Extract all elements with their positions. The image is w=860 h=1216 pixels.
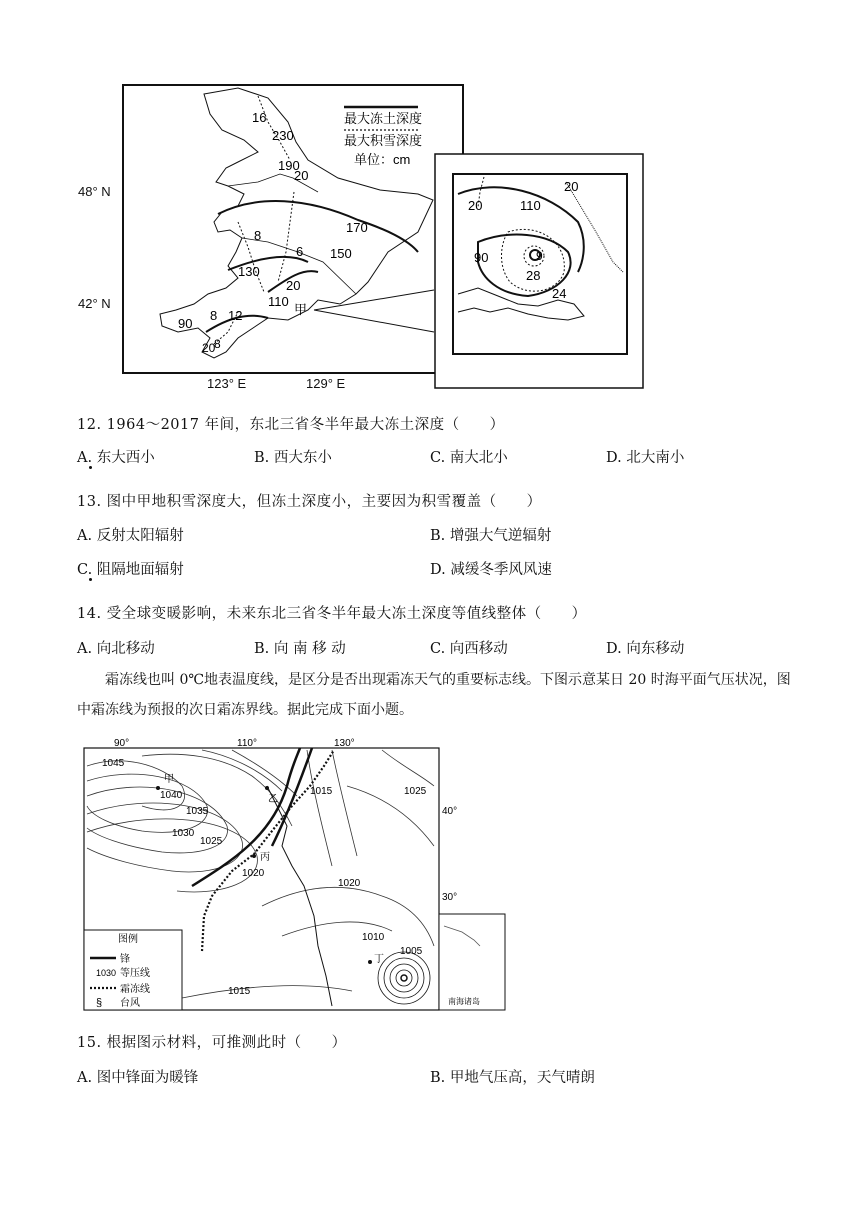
point-yi: 乙 (268, 794, 278, 805)
pressure-map (82, 736, 508, 1016)
map1-label: 甲 (294, 302, 308, 317)
lon-130-label: 130° (334, 738, 355, 749)
isobar-label: 1040 (160, 790, 183, 801)
isobar-label: 1010 (362, 932, 385, 943)
isobar-label: 1020 (338, 878, 361, 889)
front-line (192, 748, 300, 886)
isobar-label: 1025 (404, 786, 427, 797)
inset-label: 28 (526, 268, 541, 283)
map1-label: 150 (330, 246, 352, 261)
isobar-label: 1025 (200, 836, 223, 847)
inset-label: 24 (552, 286, 567, 301)
legend-title: 图例 (118, 934, 138, 945)
legend-typhoon: 台风 (120, 998, 140, 1009)
inset-label: 110 (520, 198, 541, 213)
legend-isobar-value: 1030 (96, 968, 117, 978)
q13-option-b[interactable]: B. 增强大气逆辐射 (430, 528, 552, 544)
typhoon-icon: § (96, 997, 103, 1009)
legend (84, 930, 182, 1010)
legend-isobar: 等压线 (120, 968, 150, 979)
inset-label: 20 (564, 179, 579, 194)
map1-label: 190 (278, 158, 300, 173)
frozen-soil-map (118, 82, 648, 394)
map1-label: 8 (254, 228, 262, 243)
lat-48-label: 48° N (78, 184, 111, 199)
q15-stem: 15. 根据图示材料，可推测此时（ ） (77, 1035, 347, 1051)
legend-frost: 霜冻线 (120, 984, 150, 995)
q14-option-a[interactable]: A. 向北移动 (77, 641, 155, 657)
legend-unit-label: 单位：cm (354, 152, 411, 167)
map1-label: 20 (202, 341, 216, 355)
q14-option-b[interactable]: B. 向 南 移 动 (254, 641, 346, 657)
lat-42-label: 42° N (78, 296, 111, 311)
map1-label: 6 (296, 244, 304, 259)
typhoon-symbol (378, 952, 430, 1004)
map1-label: 20 (294, 168, 309, 183)
q15-option-b[interactable]: B. 甲地气压高，天气晴朗 (430, 1070, 595, 1086)
lat-30-label: 30° (442, 892, 458, 903)
map1-label: 16 (252, 110, 267, 125)
q12-option-c[interactable]: C. 南大北小 (430, 450, 508, 466)
isobar-label: 1015 (228, 986, 251, 997)
isobar-label: 1015 (310, 786, 333, 797)
map1-label: 8 (210, 308, 218, 323)
q13-option-a[interactable]: A. 反射太阳辐射 (77, 528, 184, 544)
passage-text: 霜冻线也叫 0℃地表温度线，是区分是否出现霜冻天气的重要标志线。下图示意某日 20 时海平面气压状况，图中霜冻线为预报的次日霜冻界线。据此完成下面小题。 (77, 672, 791, 718)
inset-label: 90 (474, 250, 489, 265)
lon-129-label: 129° E (306, 376, 346, 391)
point-jia: 甲 (164, 774, 174, 785)
inset-label: 9 (536, 249, 543, 263)
lat-40-label: 40° (442, 806, 458, 817)
map1-label: 12 (228, 308, 243, 323)
isobar-label: 1030 (172, 828, 195, 839)
map1-label: 90 (178, 316, 193, 331)
q13-option-c[interactable]: C. 阻隔地面辐射 (77, 562, 184, 578)
emphasis-dot (89, 466, 92, 469)
q13-option-d[interactable]: D. 减缓冬季风风速 (430, 562, 552, 578)
map1-label: 110 (268, 294, 289, 309)
lon-123-label: 123° E (207, 376, 247, 391)
map1-label: 230 (272, 128, 294, 143)
inset-label: 20 (468, 198, 483, 213)
q12-option-a[interactable]: A. 东大西小 (77, 450, 155, 466)
q14-stem: 14. 受全球变暖影响，未来东北三省冬半年最大冻土深度等值线整体（ ） (77, 606, 587, 622)
q15-option-a[interactable]: A. 图中锋面为暖锋 (77, 1070, 199, 1086)
legend-snow-label: 最大积雪深度 (344, 133, 423, 148)
q14-option-d[interactable]: D. 向东移动 (606, 641, 685, 657)
legend-frozen-label: 最大冻土深度 (344, 111, 423, 126)
map1-label: 130 (238, 264, 260, 279)
isobar-label: 1035 (186, 806, 209, 817)
q12-stem: 12. 1964～2017 年间，东北三省冬半年最大冻土深度（ ） (77, 417, 505, 433)
q13-stem: 13. 图中甲地积雪深度大，但冻土深度小，主要因为积雪覆盖（ ） (77, 494, 542, 510)
map1-label: 20 (286, 278, 301, 293)
isobar-label: 1045 (102, 758, 125, 769)
isobar-label: 1005 (400, 946, 423, 957)
south-sea-label: 南海诸岛 (448, 997, 480, 1006)
map1-label: 170 (346, 220, 368, 235)
q12-option-d[interactable]: D. 北大南小 (606, 450, 685, 466)
map1-label: 8 (214, 337, 221, 351)
passage (77, 665, 797, 725)
lon-110-label: 110° (237, 738, 257, 749)
point-bing: 丙 (260, 852, 270, 863)
q12-option-b[interactable]: B. 西大东小 (254, 450, 332, 466)
emphasis-dot (89, 578, 92, 581)
legend-front: 锋 (120, 954, 130, 965)
lon-90-label: 90° (114, 738, 130, 749)
point-ding: 丁 (374, 954, 384, 965)
isobar-label: 1020 (242, 868, 265, 879)
q14-option-c[interactable]: C. 向西移动 (430, 641, 508, 657)
